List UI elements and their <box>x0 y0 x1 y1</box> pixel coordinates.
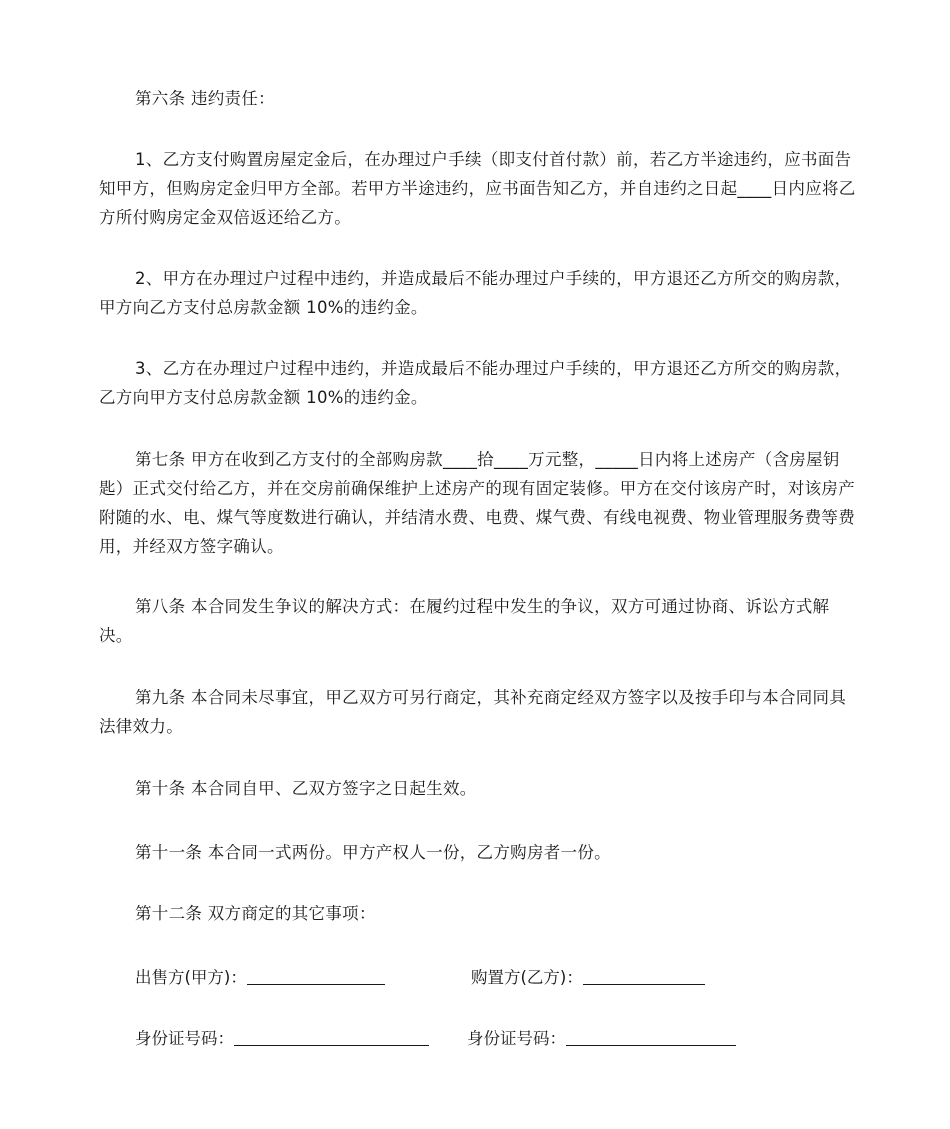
article-7: 第七条 甲方在收到乙方支付的全部购房款____拾____万元整，_____日内将上述房产（含房屋钥匙）正式交付给乙方，并在交房前确保维护上述房产的现有固定装修。甲方在交付该房产时，对该房产附随的水、电、煤气等度数进行确认，并结清水费、电费、煤气费、有线电视费、物业管理服务费等费用，并经双方签字确认。 <box>99 450 855 556</box>
seller-signature-line <box>247 965 385 985</box>
buyer-id <box>467 1024 736 1053</box>
buyer-signature-line <box>583 965 705 985</box>
buyer-id-line <box>566 1026 736 1046</box>
seller-signature <box>135 963 385 992</box>
article-10: 第十条 本合同自甲、乙双方签字之日起生效。 <box>135 779 477 798</box>
article-12: 第十二条 双方商定的其它事项： <box>135 904 376 923</box>
signature-row-ids <box>135 1024 835 1053</box>
article-9: 第九条 本合同未尽事宜，甲乙双方可另行商定，其补充商定经双方签字以及按手印与本合同同具法律效力。 <box>99 688 847 736</box>
article-8: 第八条 本合同发生争议的解决方式：在履约过程中发生的争议，双方可通过协商、诉讼方式解决。 <box>99 597 830 645</box>
seller-id <box>135 1024 429 1053</box>
article-6-heading: 第六条 违约责任： <box>135 89 275 108</box>
buyer-id-label: 身份证号码： <box>467 1029 566 1048</box>
signature-row-parties <box>135 963 835 992</box>
article-6-clause-2: 2、甲方在办理过户过程中违约，并造成最后不能办理过户手续的，甲方退还乙方所交的购房款，甲方向乙方支付总房款金额 10%的违约金。 <box>99 269 852 317</box>
buyer-signature <box>471 963 705 992</box>
article-6-clause-3: 3、乙方在办理过户过程中违约，并造成最后不能办理过户手续的，甲方退还乙方所交的购房款，乙方向甲方支付总房款金额 10%的违约金。 <box>99 359 852 407</box>
article-11: 第十一条 本合同一式两份。甲方产权人一份，乙方购房者一份。 <box>135 843 611 862</box>
seller-id-label: 身份证号码： <box>135 1029 234 1048</box>
article-6-clause-1: 1、乙方支付购置房屋定金后，在办理过户手续（即支付首付款）前，若乙方半途违约，应书面告知甲方，但购房定金归甲方全部。若甲方半途违约，应书面告知乙方，并自违约之日起____日内应将乙方所付购房定金双倍返还给乙方。 <box>99 150 856 227</box>
seller-label: 出售方(甲方)： <box>135 968 247 987</box>
seller-id-line <box>234 1026 429 1046</box>
buyer-label: 购置方(乙方)： <box>471 968 583 987</box>
